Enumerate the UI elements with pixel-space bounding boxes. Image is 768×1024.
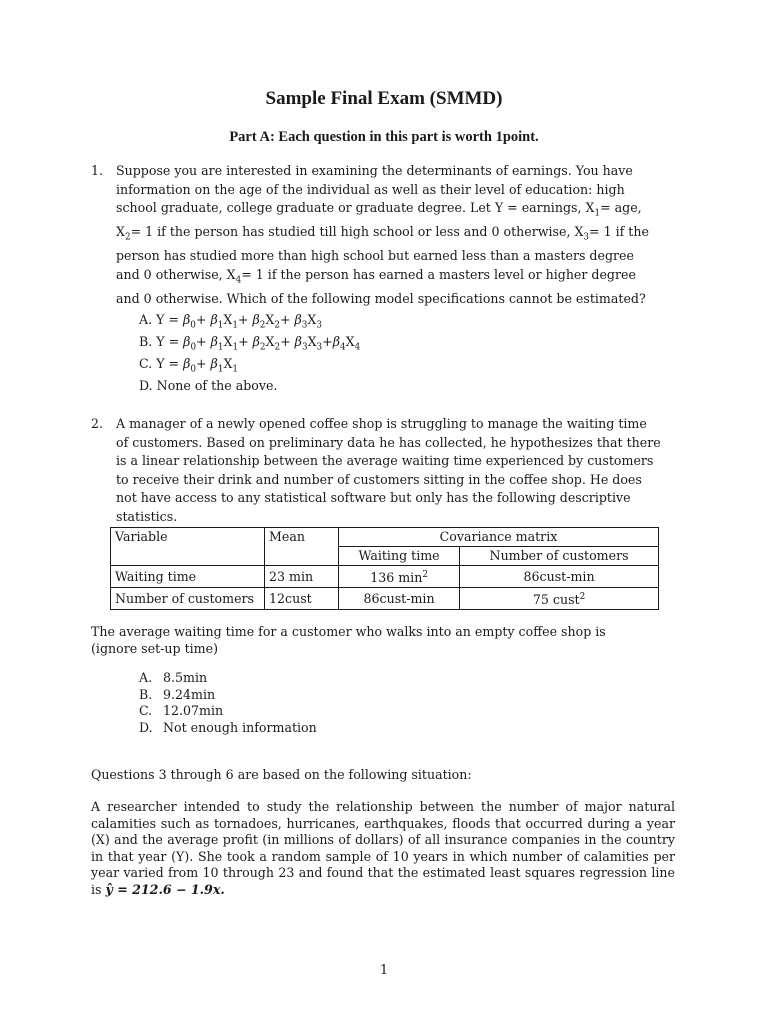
option-a: A. 8.5min bbox=[139, 670, 208, 685]
question-text: A manager of a newly opened coffee shop is struggling to manage the waiting time of customers. Based on preliminary data he has collected, he hypothesizes that there is a linear relationship between the average waiting time experienced by customers to receive their drink and number of customers sitting in the coffee shop. He does not have access to any statistical software but only has the following descriptive statistics. bbox=[116, 416, 661, 524]
option-a: A. $Y = \beta_0+ \beta_1X_1+ \beta_2X_2+ \beta_3X_3$ bbox=[139, 312, 322, 331]
option-c: C. 12.07min bbox=[139, 703, 224, 718]
option-b: B. 9.24min bbox=[139, 686, 216, 702]
page-title: Sample Final Exam (SMMD) bbox=[265, 88, 503, 109]
option-d: D. Not enough information bbox=[139, 719, 317, 735]
table-row: Number of customers 12cust 86cust-min 75 cust$^2$ bbox=[111, 588, 659, 610]
regression-equation: ŷ = 212.6 − 1.9x. bbox=[105, 881, 225, 897]
question-2 bbox=[91, 415, 661, 526]
option-b: B. $Y = \beta_0+ \beta_1X_1+ \beta_2X_2+ \beta_3X_3+\beta_4X_4$ bbox=[139, 334, 361, 353]
option-d: D. None of the above. bbox=[139, 378, 278, 394]
question-text: Suppose you are interested in examining the determinants of earnings. You have information on the age of the individual as well as their level of education: high school graduate, college graduate or graduate degree. Let Y = earnings, $X_1=$ age, $X_2= 1$ if the person has studied till high school or less and 0 otherwise, $X_3= 1$ if the person has studied more than high school but earned less than a masters degree and 0 otherwise, $X_4= 1$ if the person has earned a masters level or higher degree and 0 otherwise. Which of the following model specifications cannot be estimated? bbox=[116, 163, 649, 306]
header-mean: Mean bbox=[265, 528, 339, 566]
part-heading: Part A: Each question in this part is worth 1point. bbox=[229, 129, 539, 145]
question-1 bbox=[91, 162, 661, 308]
question-number: 1. bbox=[91, 163, 104, 178]
situation-heading: Questions 3 through 6 are based on the following situation: bbox=[91, 767, 472, 782]
covariance-table bbox=[110, 527, 659, 610]
header-waiting-time: Waiting time bbox=[339, 547, 460, 566]
question-2-prompt: The average waiting time for a customer who walks into an empty coffee shop is (ignore set-up time) bbox=[91, 624, 606, 656]
header-variable: Variable bbox=[111, 528, 265, 566]
header-covariance: Covariance matrix bbox=[339, 528, 659, 547]
page-number: 1 bbox=[379, 963, 389, 978]
question-1-options bbox=[139, 312, 360, 395]
table-header-row bbox=[111, 528, 659, 547]
question-number: 2. bbox=[91, 416, 104, 431]
question-2-options bbox=[139, 670, 317, 736]
table-row: Waiting time 23 min 136 $\min^2$ 86cust-min bbox=[111, 566, 659, 588]
option-c: C. $Y = \beta_0+ \beta_1X_1$ bbox=[139, 356, 239, 375]
header-number-customers: Number of customers bbox=[460, 547, 659, 566]
situation-text: A researcher intended to study the relationship between the number of major natural calamities such as tornadoes, hurricanes, earthquakes, floods that occurred during a year (X) and the average profit (in millions of dollars) of all insurance companies in the country in that year (Y). She took a random sample of 10 years in which number of calamities per year varied from 10 through 23 and found that the estimated least squares regression line is ŷ = 212.6 − 1.9x. bbox=[91, 799, 675, 897]
